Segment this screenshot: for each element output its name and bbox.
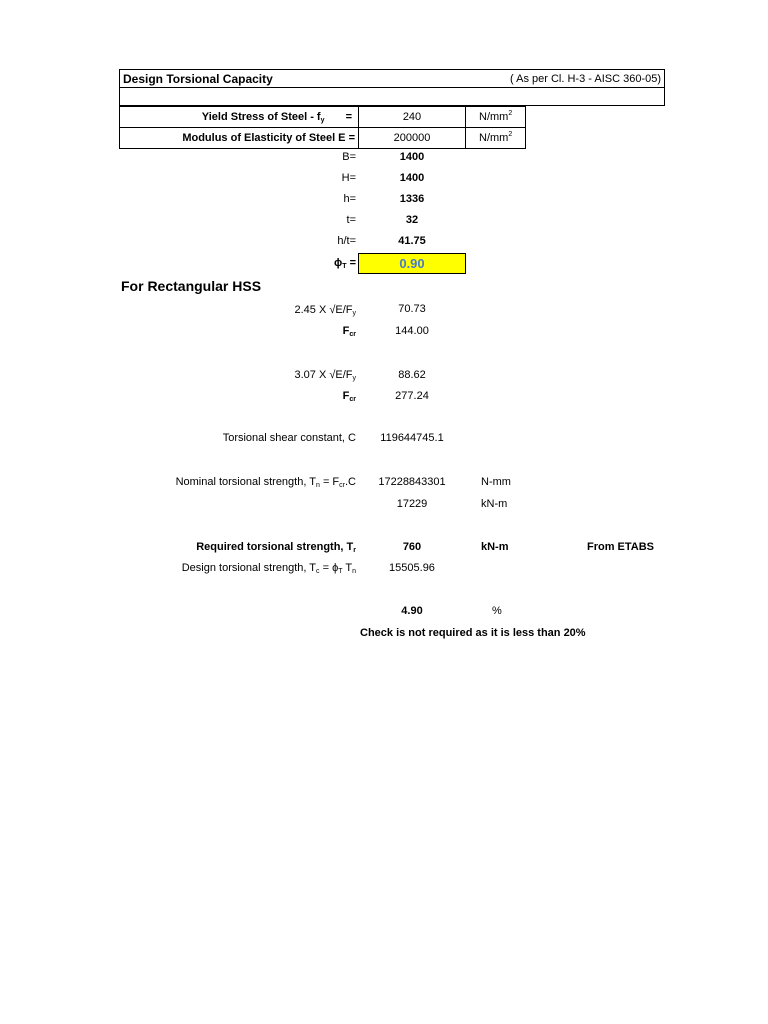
yield-stress-label: Yield Stress of Steel - f [201, 111, 321, 123]
phi-eq: = [346, 257, 356, 269]
conclusion-text: Check is not required as it is less than 20% [360, 627, 586, 639]
limit2-value: 88.62 [398, 369, 426, 381]
phi-label [334, 257, 356, 269]
yield-stress-unit-cell [465, 106, 526, 128]
nominal-strength-value: 17228843301 [378, 476, 446, 488]
phi-symbol: ϕ [333, 257, 343, 269]
yield-stress-unit: N/mm [479, 111, 509, 123]
nominal-strength-unit: N-mm [481, 476, 511, 488]
fcr1-text: F [342, 325, 350, 337]
design-text-a: Design torsional strength, T [181, 562, 317, 574]
b-value: 1400 [399, 151, 425, 163]
limit2-text: 3.07 X √E/F [294, 369, 353, 381]
ht-label: h/t= [337, 235, 356, 247]
small-h-value: 1336 [399, 193, 425, 205]
t-label: t= [346, 214, 356, 226]
design-text-b: = ϕ [319, 562, 339, 574]
modulus-label: Modulus of Elasticity of Steel E = [182, 132, 355, 144]
required-strength-label [196, 541, 356, 553]
nominal-strength-kn-value: 17229 [396, 498, 428, 510]
design-sub-b: T [338, 568, 343, 575]
required-strength-unit: kN-m [481, 541, 509, 553]
nominal-sub-a: n [315, 482, 320, 489]
ht-value: 41.75 [398, 235, 426, 247]
fcr2-value: 277.24 [395, 390, 429, 402]
shear-constant-value: 119644745.1 [380, 432, 444, 444]
code-reference: ( As per Cl. H-3 - AISC 360-05) [510, 73, 661, 85]
fcr2-text: F [342, 390, 350, 402]
ratio-value: 4.90 [401, 605, 423, 617]
yield-stress-value: 240 [402, 111, 422, 123]
required-strength-value: 760 [402, 541, 422, 553]
b-label: B= [342, 151, 356, 163]
fcr2-sub: cr [349, 396, 356, 403]
modulus-unit-cell [465, 127, 526, 149]
limit1-text: 2.45 X √E/F [294, 304, 353, 316]
nominal-text-a: Nominal torsional strength, T [175, 476, 316, 488]
limit1-sub: y [352, 310, 356, 317]
modulus-value-cell[interactable] [358, 127, 466, 149]
required-text: Required torsional strength, T [196, 541, 354, 553]
limit1-label [294, 304, 356, 316]
nominal-text-c: .C [345, 476, 356, 488]
modulus-value: 200000 [393, 132, 431, 144]
modulus-unit-sup: 2 [508, 131, 513, 138]
design-sub-a: c [316, 568, 320, 575]
yield-stress-sub: y [320, 117, 325, 124]
required-sub: r [353, 547, 356, 554]
small-h-label: h= [343, 193, 356, 205]
limit2-label [294, 369, 356, 381]
nominal-text-b: = F [319, 476, 340, 488]
yield-stress-unit-sup: 2 [508, 110, 513, 117]
modulus-unit: N/mm [479, 132, 509, 144]
fcr2-label [343, 390, 356, 402]
required-strength-source: From ETABS [587, 541, 655, 553]
design-text-c: T [342, 562, 353, 574]
limit2-sub: y [352, 375, 356, 382]
ratio-unit: % [492, 605, 502, 617]
h-label: H= [341, 172, 356, 184]
page-title: Design Torsional Capacity [123, 72, 273, 86]
section-title: For Rectangular HSS [121, 278, 262, 294]
title-spacer-row [119, 88, 665, 106]
design-sub-c: n [352, 568, 356, 575]
nominal-strength-kn-unit: kN-m [481, 498, 508, 510]
h-value: 1400 [399, 172, 425, 184]
phi-sub: T [342, 263, 347, 270]
fcr1-label [343, 325, 356, 337]
yield-stress-eq: = [345, 111, 352, 123]
yield-stress-value-cell[interactable] [358, 106, 466, 128]
shear-constant-label: Torsional shear constant, C [222, 432, 356, 444]
yield-stress-label-cell [119, 106, 359, 128]
phi-value: 0.90 [399, 256, 425, 271]
nominal-sub-b: cr [339, 482, 345, 489]
t-value: 32 [405, 214, 419, 226]
fcr1-sub: cr [349, 331, 356, 338]
nominal-strength-label [176, 476, 356, 488]
limit1-value: 70.73 [398, 303, 426, 315]
title-box [119, 69, 665, 88]
phi-value-cell[interactable] [358, 253, 466, 274]
design-strength-value: 15505.96 [389, 562, 435, 574]
modulus-label-cell [119, 127, 359, 149]
fcr1-value: 144.00 [395, 325, 429, 337]
design-strength-label [182, 562, 356, 574]
